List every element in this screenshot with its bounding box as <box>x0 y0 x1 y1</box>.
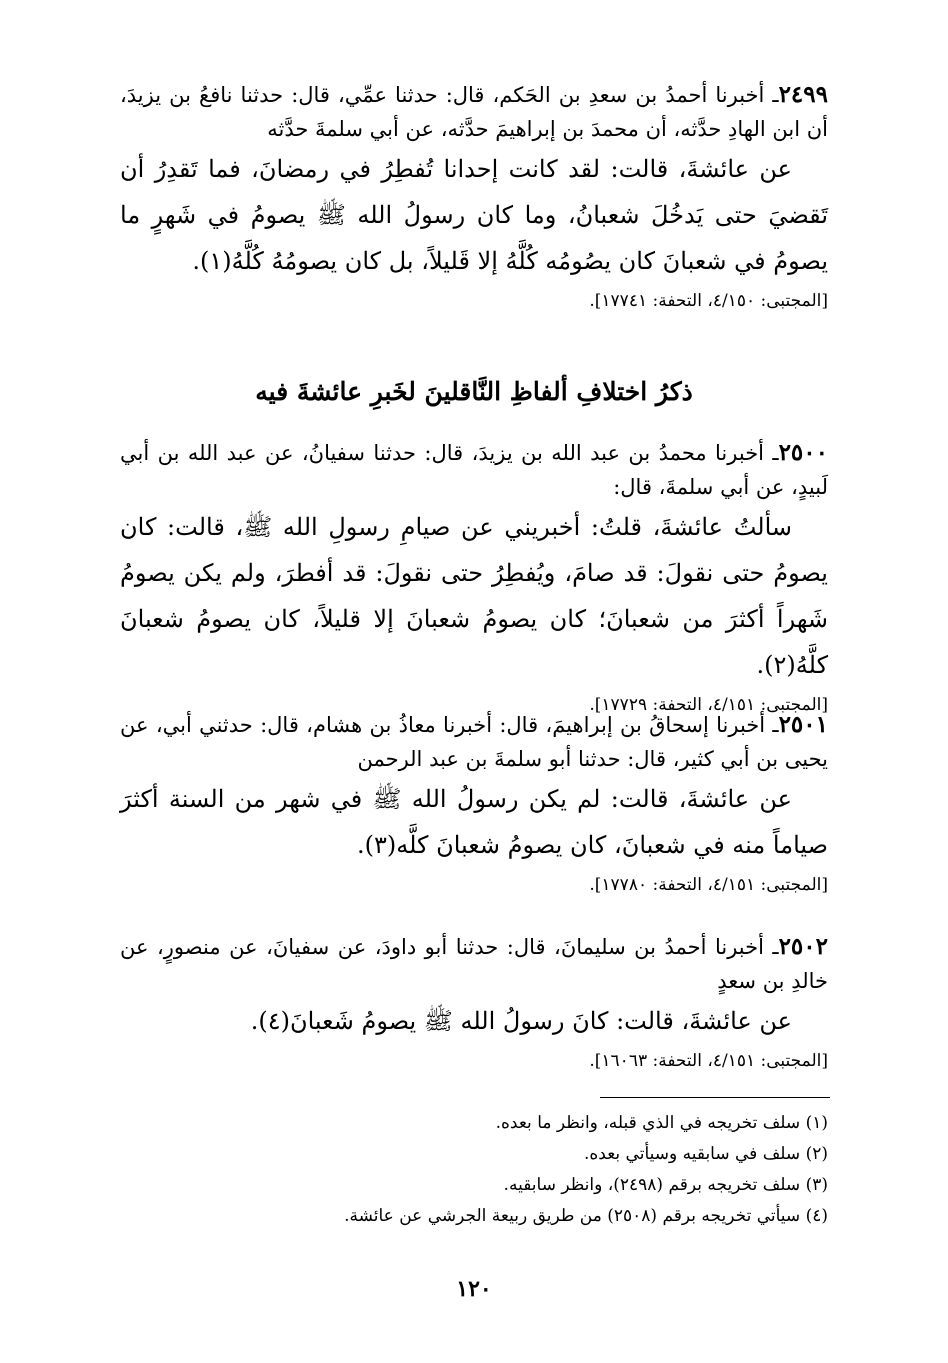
footnote-1: (١) سلف تخريجه في الذي قبله، وانظر ما بعده. <box>495 1113 828 1133</box>
hadith-matn <box>120 504 828 688</box>
hadith-2500 <box>120 436 828 718</box>
hadith-isnad <box>120 930 828 998</box>
hadith-matn <box>120 146 828 284</box>
hadith-reference: [المجتبى: ٤/١٥٠، التحفة: ١٧٧٤١]. <box>589 291 828 311</box>
isnad-text: ـ أخبرنا أحمدُ بن سعدِ بن الحَكم، قال: حدثنا عمِّي، قال: حدثنا نافعُ بن يزيدَ، أن ابن الهادِ حدَّثه، أن محمدَ بن إبراهيمَ حدَّثه، عن أبي سلمةَ حدَّثه <box>120 83 828 141</box>
footnote-divider <box>600 1097 830 1098</box>
hadith-2499 <box>120 78 828 314</box>
hadith-matn <box>120 776 828 868</box>
matn-text: عن عائشةَ، قالت: كانَ رسولُ الله ﷺ يصومُ شَعبانَ(٤). <box>250 1007 792 1035</box>
hadith-number: ٢٥٠٠ <box>778 439 828 466</box>
hadith-number: ٢٤٩٩ <box>778 81 828 108</box>
hadith-number: ٢٥٠٢ <box>778 933 828 960</box>
hadith-2502 <box>120 930 828 1074</box>
matn-text: عن عائشةَ، قالت: لقد كانت إحدانا تُفطِرُ في رمضانَ، فما تَقدِرُ أن تَقضيَ حتى يَدخُلَ شعبانُ، وما كان رسولُ الله ﷺ يصومُ في شَهرٍ ما يصومُ في شعبانَ كان يصُومُه كُلَّهُ إلا قَليلاً، بل كان يصومُهُ كُلَّهُ(١). <box>120 155 828 275</box>
hadith-isnad <box>120 436 828 504</box>
footnote-4: (٤) سيأتي تخريجه برقم (٢٥٠٨) من طريق ربيعة الجرشي عن عائشة. <box>344 1206 828 1226</box>
hadith-isnad <box>120 708 828 776</box>
isnad-text: ـ أخبرنا أحمدُ بن سليمانَ، قال: حدثنا أبو داودَ، عن سفيانَ، عن منصورٍ، عن خالدِ بن سعدٍ <box>120 935 828 993</box>
matn-text: سألتُ عائشةَ، قلتُ: أخبريني عن صيامِ رسولِ الله ﷺ، قالت: كان يصومُ حتى نقولَ: قد صامَ، ويُفطِرُ حتى نقولَ: قد أفطرَ، ولم يكن يصومُ شَهراً أكثرَ من شعبانَ؛ كان يصومُ شعبانَ إلا قليلاً، كان يصومُ شعبانَ كلَّهُ(٢). <box>120 513 828 679</box>
hadith-number: ٢٥٠١ <box>778 711 828 738</box>
hadith-reference: [المجتبى: ٤/١٥١، التحفة: ١٧٧٨٠]. <box>589 875 828 895</box>
footnote-2: (٢) سلف في سابقيه وسيأتي بعده. <box>583 1144 828 1164</box>
hadith-reference: [المجتبى: ٤/١٥١، التحفة: ١٧٧٢٩]. <box>589 695 828 715</box>
hadith-matn <box>120 998 828 1044</box>
matn-text: عن عائشةَ، قالت: لم يكن رسولُ الله ﷺ في شهر من السنة أكثرَ صياماً منه في شعبانَ، كان يصومُ شعبانَ كلَّه(٣). <box>120 785 828 859</box>
isnad-text: ـ أخبرنا إسحاقُ بن إبراهيمَ، قال: أخبرنا معاذُ بن هشام، قال: حدثني أبي، عن يحيى بن أبي كثير، قال: حدثنا أبو سلمةَ بن عبد الرحمن <box>120 713 828 771</box>
hadith-isnad <box>120 78 828 146</box>
hadith-2501 <box>120 708 828 898</box>
section-heading: ذكرُ اختلافِ ألفاظِ النَّاقلينَ لخَبرِ عائشةَ فيه <box>255 377 693 406</box>
footnotes <box>120 1108 828 1232</box>
footnote-3: (٣) سلف تخريجه برقم (٢٤٩٨)، وانظر سابقيه. <box>503 1175 828 1195</box>
isnad-text: ـ أخبرنا محمدُ بن عبد الله بن يزيدَ، قال: حدثنا سفيانُ، عن عبد الله بن أبي لَبيدٍ، عن أبي سلمةَ، قال: <box>120 441 828 499</box>
page-number: ١٢٠ <box>456 1276 492 1302</box>
hadith-reference: [المجتبى: ٤/١٥١، التحفة: ١٦٠٦٣]. <box>589 1051 828 1071</box>
